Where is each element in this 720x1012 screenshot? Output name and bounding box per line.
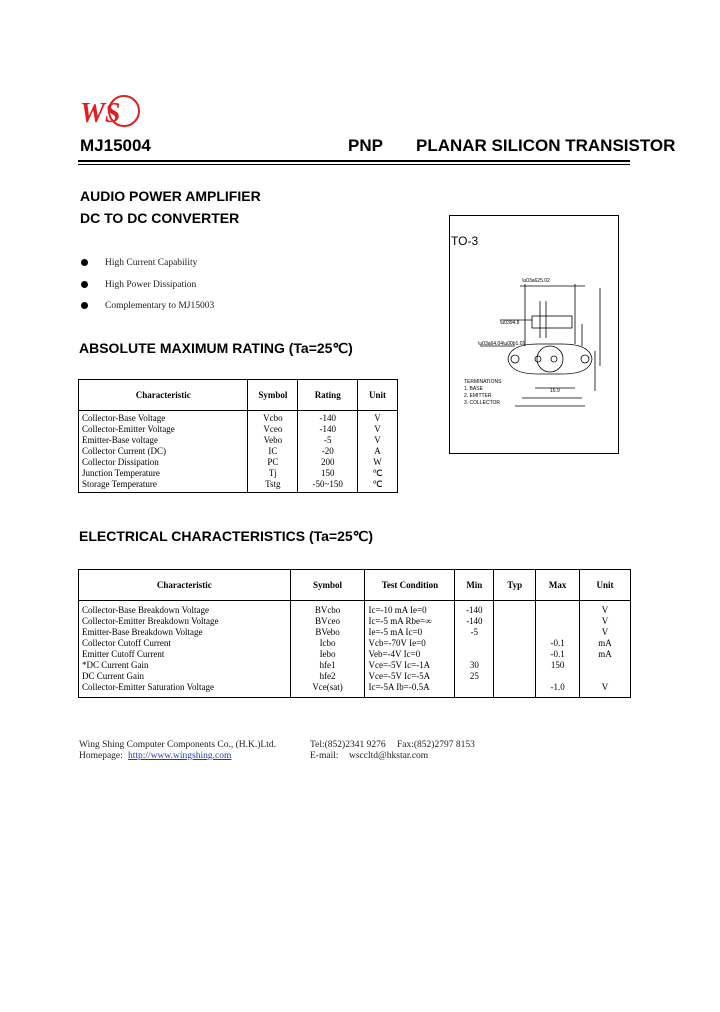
table-cell [580, 671, 631, 682]
termination-2: 2. EMITTER [464, 393, 492, 399]
polarity: PNP [348, 136, 383, 155]
company-logo [78, 94, 142, 134]
abs-max-title: ABSOLUTE MAXIMUM RATING (Ta=25℃) [79, 340, 353, 356]
footer-phone: Tel:(852)2341 9276 [310, 740, 386, 750]
table-cell: Collector Cutoff Current [82, 638, 171, 648]
table-cell: *DC Current Gain [82, 660, 149, 670]
table-cell: Tj [248, 468, 298, 479]
header-rule [78, 160, 630, 162]
package-drawing [449, 215, 619, 454]
package-label: TO-3 [451, 234, 479, 248]
bullet-icon [81, 302, 88, 309]
application-2: DC TO DC CONVERTER [80, 210, 240, 226]
application-1: AUDIO POWER AMPLIFIER [80, 188, 261, 204]
table-cell: BVebo [290, 627, 365, 638]
table-cell: Iebo [290, 649, 365, 660]
table-cell: V [580, 682, 631, 698]
email-link[interactable]: wsccltd@hkstar.com [349, 751, 429, 761]
svg-text:\u03a625.02: \u03a625.02 [522, 278, 550, 284]
elec-body [79, 601, 631, 698]
table-cell: Tstg [248, 479, 298, 493]
footer-company: Wing Shing Computer Components Co., (H.K.)Ltd. [79, 740, 276, 750]
table-cell [536, 601, 580, 617]
table-cell: Collector-Emitter Saturation Voltage [82, 682, 214, 692]
table-cell: V [580, 601, 631, 617]
table-cell: Storage Temperature [82, 479, 157, 489]
table-cell [494, 649, 536, 660]
table-cell: 150 [298, 468, 358, 479]
table-row [79, 682, 631, 698]
table-cell: hfe2 [290, 671, 365, 682]
elec-table [78, 569, 631, 698]
table-row [79, 479, 398, 493]
table-cell: Ie=-5 mA Ic=0 [365, 627, 455, 638]
table-cell: -140 [298, 424, 358, 435]
header-cell: Test Condition [365, 570, 455, 601]
table-cell: ℃ [358, 479, 398, 493]
header-cell: Characteristic [156, 579, 212, 590]
table-cell: BVceo [290, 616, 365, 627]
footer-email-label: E-mail: [310, 751, 339, 761]
elec-title: ELECTRICAL CHARACTERISTICS (Ta=25℃) [79, 528, 374, 544]
header-cell: Typ [494, 570, 536, 601]
table-row [79, 638, 631, 649]
table-cell: PC [248, 457, 298, 468]
table-cell: Collector-Emitter Breakdown Voltage [82, 616, 219, 626]
table-cell: Junction Temperature [82, 468, 160, 478]
table-row [79, 627, 631, 638]
svg-text:\u03a64.04\u00b1.01: \u03a64.04\u00b1.01 [478, 341, 526, 347]
feature-3: Complementary to MJ15003 [105, 301, 215, 311]
abs-max-table [78, 379, 398, 493]
header-cell: Characteristic [135, 389, 191, 400]
table-cell: Emitter-Base voltage [82, 435, 159, 445]
table-row [79, 435, 398, 446]
table-cell: Vce=-5V Ic=-1A [365, 660, 455, 671]
table-cell [536, 627, 580, 638]
table-cell: Collector Dissipation [82, 457, 159, 467]
table-cell: BVcbo [290, 601, 365, 617]
table-cell: -140 [455, 601, 494, 617]
table-cell: Vce(sat) [290, 682, 365, 698]
table-cell: Collector-Base Breakdown Voltage [82, 605, 209, 615]
table-cell: 200 [298, 457, 358, 468]
table-cell: Vceo [248, 424, 298, 435]
table-cell: Collector-Emitter Voltage [82, 424, 175, 434]
svg-text:16.9: 16.9 [550, 388, 560, 394]
table-cell [494, 638, 536, 649]
termination-1: 1. BASE [464, 386, 483, 392]
table-cell: Collector Current (DC) [82, 446, 166, 456]
table-cell: mA [580, 638, 631, 649]
bullet-icon [81, 281, 88, 288]
table-row [79, 671, 631, 682]
table-cell: Vce=-5V Ic=-5A [365, 671, 455, 682]
table-cell: -0.1 [536, 638, 580, 649]
table-cell: ℃ [358, 468, 398, 479]
footer-homepage-label: Homepage: [79, 751, 123, 761]
table-cell: -140 [455, 616, 494, 627]
table-cell: -20 [298, 446, 358, 457]
table-cell [455, 649, 494, 660]
terminations-title: TERMINATIONS [464, 379, 502, 385]
table-cell: IC [248, 446, 298, 457]
table-cell: Vcb=-70V Ie=0 [365, 638, 455, 649]
table-cell: V [580, 616, 631, 627]
to3-outline-drawing [450, 216, 618, 453]
table-cell: Collector-Base Voltage [82, 413, 166, 423]
table-cell: -50~150 [298, 479, 358, 493]
table-row [79, 649, 631, 660]
part-number: MJ15004 [80, 136, 151, 155]
table-cell: -1.0 [536, 682, 580, 698]
table-cell [494, 660, 536, 671]
table-cell: W [358, 457, 398, 468]
bullet-icon [81, 259, 88, 266]
table-cell: Vebo [248, 435, 298, 446]
table-cell [494, 601, 536, 617]
table-cell: Ic=-5 mA Rbe=∞ [365, 616, 455, 627]
header-cell: Rating [298, 380, 358, 411]
header-cell: Min [455, 570, 494, 601]
table-cell: DC Current Gain [82, 671, 144, 681]
header-cell: Unit [358, 380, 398, 411]
footer-fax: Fax:(852)2797 8153 [397, 740, 475, 750]
table-cell [580, 660, 631, 671]
table-cell: Vcbo [248, 411, 298, 425]
feature-1: High Current Capability [105, 258, 198, 268]
table-row [79, 616, 631, 627]
table-cell: hfe1 [290, 660, 365, 671]
table-cell: V [580, 627, 631, 638]
table-cell: 25 [455, 671, 494, 682]
abs-max-body [79, 411, 398, 493]
table-cell: mA [580, 649, 631, 660]
table-cell: -140 [298, 411, 358, 425]
table-row [79, 601, 631, 617]
header-rule-thin [78, 164, 630, 165]
table-cell: Veb=-4V Ic=0 [365, 649, 455, 660]
table-cell [536, 616, 580, 627]
header-cell: Symbol [290, 570, 365, 601]
table-row [79, 424, 398, 435]
table-cell [494, 627, 536, 638]
logo-text: WS [80, 98, 121, 129]
termination-3: 3. COLLECTOR [464, 400, 501, 406]
table-row [79, 457, 398, 468]
table-cell [455, 638, 494, 649]
table-cell: V [358, 424, 398, 435]
table-cell [494, 671, 536, 682]
table-cell: Emitter-Base Breakdown Voltage [82, 627, 203, 637]
table-cell [494, 682, 536, 698]
svg-text:\u0394.8: \u0394.8 [500, 320, 520, 326]
table-cell: Ic=-10 mA Ie=0 [365, 601, 455, 617]
table-row [79, 411, 398, 425]
table-cell: A [358, 446, 398, 457]
table-cell [536, 671, 580, 682]
table-row [79, 446, 398, 457]
table-row [79, 660, 631, 671]
table-cell: V [358, 411, 398, 425]
table-cell: -5 [455, 627, 494, 638]
device-type: PLANAR SILICON TRANSISTOR [416, 136, 676, 155]
table-cell: 150 [536, 660, 580, 671]
homepage-link[interactable]: http://www.wingshing.com [128, 751, 232, 761]
header-cell: Max [536, 570, 580, 601]
table-cell [494, 616, 536, 627]
table-cell: -0.1 [536, 649, 580, 660]
table-cell: Icbo [290, 638, 365, 649]
table-cell: -5 [298, 435, 358, 446]
table-cell [455, 682, 494, 698]
table-cell: Ic=-5A Ib=-0.5A [365, 682, 455, 698]
table-row [79, 468, 398, 479]
table-cell: 30 [455, 660, 494, 671]
table-cell: Emitter Cutoff Current [82, 649, 165, 659]
table-cell: V [358, 435, 398, 446]
feature-2: High Power Dissipation [105, 280, 197, 290]
header-cell: Symbol [248, 380, 298, 411]
header-cell: Unit [580, 570, 631, 601]
